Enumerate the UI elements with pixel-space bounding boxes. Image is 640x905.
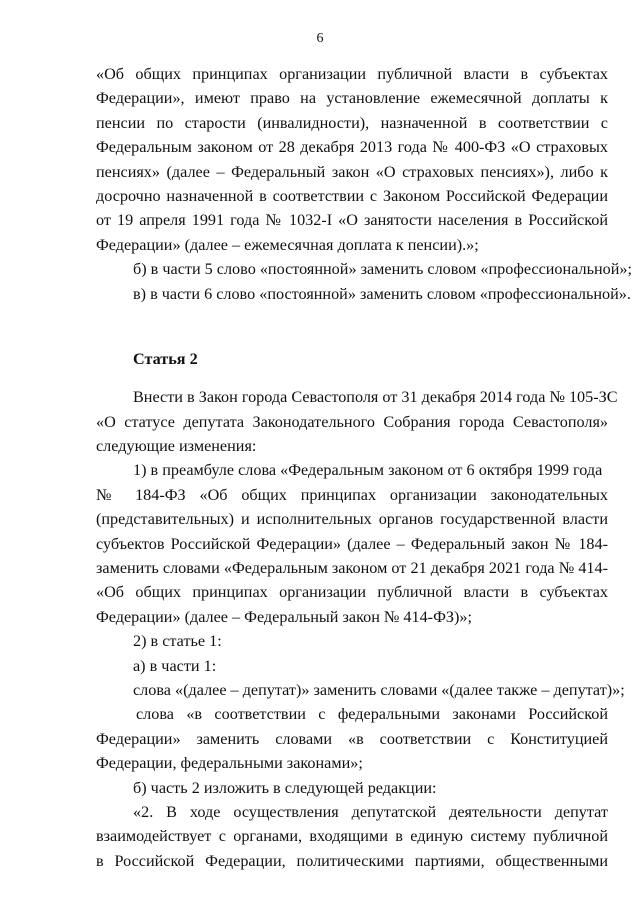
text-line: пенсиях» (далее – Федеральный закон «О страховых пенсиях»), либо к [96,162,608,181]
text-line: Федерации» (далее – ежемесячная доплата к пенсии).»; [96,235,479,254]
text-line: заменить словами «Федеральным законом от 21 декабря 2021 года № 414- [96,559,608,578]
text-line: пенсии по старости (инвалидности), назначенной в соответствии с [96,113,608,132]
text-line: (представительных) и исполнительных органов государственной власти [96,510,608,529]
text-line: в Российской Федерации, политическими партиями, общественными [96,851,608,870]
text-line: 1) в преамбуле слова «Федеральным законом от 6 октября 1999 года [133,461,603,480]
text-line: Внести в Закон города Севастополя от 31 декабря 2014 года № 105-ЗС [133,388,618,407]
text-line: от 19 апреля 1991 года № 1032-I «О занятости населения в Российской [96,211,608,230]
text-line: «2. В ходе осуществления депутатской деятельности депутат [133,802,608,821]
text-line: субъектов Российской Федерации» (далее – Федеральный закон № 184- [96,534,608,553]
text-line: «Об общих принципах организации публичной власти в субъектах [96,65,608,83]
text-line: «Об общих принципах организации публичной власти в субъектах [96,583,608,602]
text-line: Федеральным законом от 28 декабря 2013 года № 400-ФЗ «О страховых [96,138,608,157]
document-body [96,62,632,873]
text-line: Федерации, федеральными законами»; [96,754,363,773]
text-line: досрочно назначенной в соответствии с Законом Российской Федерации [96,186,608,205]
text-line: в) в части 6 слово «постоянной» заменить словом «профессиональной». [133,284,631,303]
text-line: следующие изменения: [96,437,257,456]
page-number: 6 [316,31,324,46]
text-line: а) в части 1: [133,656,217,675]
text-line: Федерации» (далее – Федеральный закон № 414-ФЗ)»; [96,607,472,626]
text-line: слова «в соответствии с федеральными законами Российской [136,705,608,724]
text-line: слова «(далее – депутат)» заменить словами «(далее также – депутат)»; [133,680,625,699]
text-line: б) в части 5 слово «постоянной» заменить словом «профессиональной»; [133,260,632,279]
article-heading: Статья 2 [133,349,198,368]
text-line: «О статусе депутата Законодательного Собрания города Севастополя» [96,412,608,431]
spacer [96,371,608,385]
text-line: б) часть 2 изложить в следующей редакции: [133,778,437,797]
text-line: 2) в статье 1: [133,632,222,651]
text-line: Федерации» заменить словами «в соответствии с Конституцией [96,729,608,748]
text-line: Федерации», имеют право на установление ежемесячной доплаты к [96,89,608,108]
text-line: № 184-ФЗ «Об общих принципах организации законодательных [96,485,608,504]
spacer [96,306,608,347]
text-line: взаимодействует с органами, входящими в единую систему публичной [96,827,608,846]
